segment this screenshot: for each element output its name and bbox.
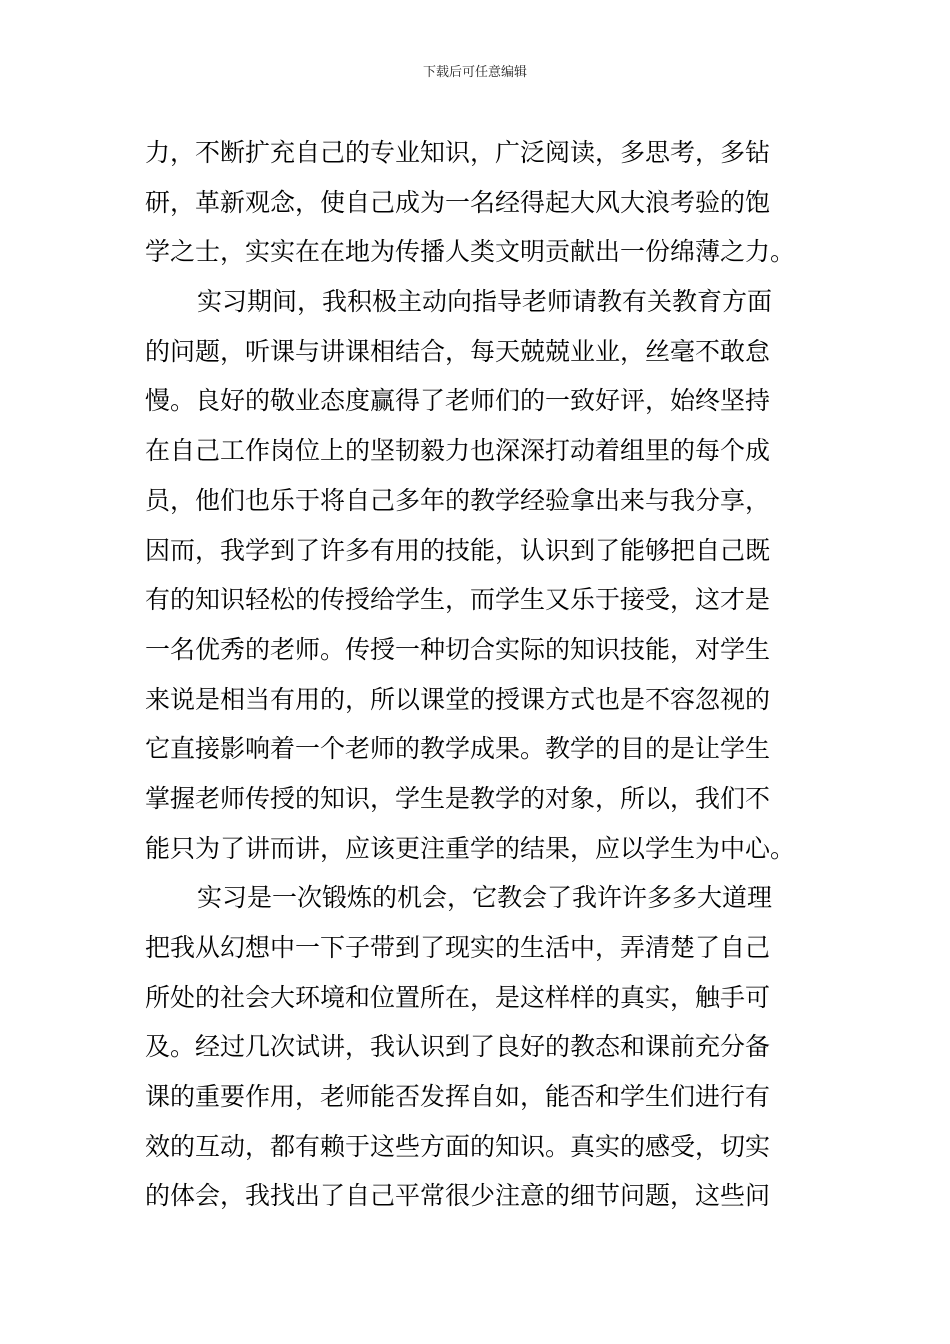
text-line: 它直接影响着一个老师的教学成果。教学的目的是让学生: [145, 734, 771, 764]
text-line: 效的互动，都有赖于这些方面的知识。真实的感受，切实: [145, 1131, 771, 1161]
page-header: 下载后可任意编辑: [422, 65, 527, 80]
text-line: 课的重要作用，老师能否发挥自如，能否和学生们进行有: [145, 1082, 771, 1112]
text-line: 及。经过几次试讲，我认识到了良好的教态和课前充分备: [145, 1032, 771, 1062]
text-line: 学之士，实实在在地为传播人类文明贡献出一份绵薄之力。: [145, 237, 796, 267]
text-line: 的体会，我找出了自己平常很少注意的细节问题，这些问: [145, 1181, 771, 1211]
text-line: 把我从幻想中一下子带到了现实的生活中，弄清楚了自己: [145, 933, 771, 962]
document-body: [145, 128, 809, 1221]
text-line: 掌握老师传授的知识，学生是教学的对象，所以，我们不: [145, 783, 771, 813]
text-line: 研，革新观念，使自己成为一名经得起大风大浪考验的饱: [145, 187, 771, 217]
text-line: 有的知识轻松的传授给学生，而学生又乐于接受，这才是: [145, 585, 771, 615]
text-line: 来说是相当有用的，所以课堂的授课方式也是不容忽视的: [145, 684, 771, 714]
paragraph-start-line: 实习期间，我积极主动向指导老师请教有关教育方面: [197, 287, 773, 317]
text-line: 力，不断扩充自己的专业知识，广泛阅读，多思考，多钻: [145, 138, 771, 167]
text-line: 所处的社会大环境和位置所在，是这样样的真实，触手可: [145, 982, 771, 1012]
paragraph-start-line: 实习是一次锻炼的机会，它教会了我许许多多大道理: [197, 883, 773, 913]
text-line: 能只为了讲而讲，应该更注重学的结果，应以学生为中心。: [145, 833, 796, 863]
text-line: 慢。良好的敬业态度赢得了老师们的一致好评，始终坚持: [145, 386, 771, 416]
text-line: 因而，我学到了许多有用的技能，认识到了能够把自己既: [145, 535, 771, 565]
text-line: 在自己工作岗位上的坚韧毅力也深深打动着组里的每个成: [145, 436, 771, 466]
text-line: 员，他们也乐于将自己多年的教学经验拿出来与我分享，: [145, 485, 771, 515]
text-line: 的问题，听课与讲课相结合，每天兢兢业业，丝毫不敢怠: [145, 336, 771, 366]
text-line: 一名优秀的老师。传授一种切合实际的知识技能，对学生: [145, 634, 771, 664]
